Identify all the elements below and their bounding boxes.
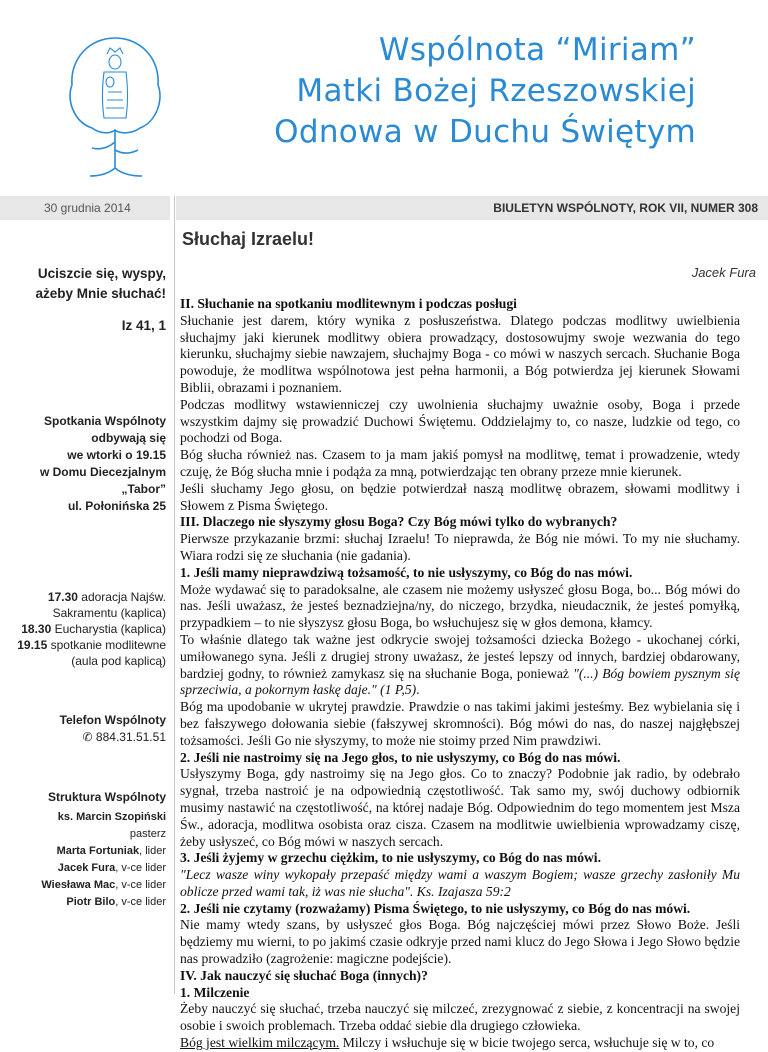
phone-line	[0, 729, 166, 746]
scripture-quote: "Lecz wasze winy wykopały przepaść między wami a waszym Bogiem; wasze grzechy zasłoniły Mu oblicze przed wami tak, iż was nie słucha". Ks. Izajasza 59:2	[180, 867, 740, 899]
paragraph-text: Milczy i wsłuchuje się w bicie twojego serca, wsłuchuje się w to, co	[339, 1035, 715, 1051]
member-role: , v-ce lider	[115, 879, 166, 891]
member-role: , lider	[139, 845, 166, 857]
masthead-line-2: Matki Bożej Rzeszowskiej	[296, 73, 696, 109]
paragraph: Bóg słucha również nas. Czasem to ja mam jakiś pomysł na modlitwę, temat i prowadzenie, wtedy czuję, że Bóg słucha mnie i podąża za mną, potwierdzając ten obrany przeze mnie kierunek.	[180, 447, 740, 479]
schedule-item	[0, 621, 166, 637]
member-name: Wiesława Mac	[41, 879, 116, 891]
paragraph: Pierwsze przykazanie brzmi: słuchaj Izraelu! To nieprawda, że Bóg nie mówi. To my nie słuchamy. Wiara rodzi się ze słuchania (nie gadania).	[180, 531, 740, 563]
masthead-line-3: Odnowa w Duchu Świętym	[274, 114, 696, 150]
member-entry	[0, 894, 166, 911]
meetings-line: „Tabor”	[121, 482, 166, 496]
paragraph-text: To właśnie dlatego tak ważne jest odkrycie swojej tożsamości dziecka Bożego - ukochanej córki, umiłowanego syna. Jeśli z drugiej strony uważasz, że jesteś lepszy od innych, bardziej obdarowany, bardziej godny, to również zamykasz się na słuchanie Boga, ponieważ	[180, 631, 740, 681]
article-body	[180, 296, 740, 1052]
motto-line: Uciszcie się, wyspy,	[37, 266, 166, 281]
member-entry	[0, 843, 166, 860]
motto-line: ażeby Mnie słuchać!	[35, 286, 166, 301]
meetings-line: Spotkania Wspólnoty	[43, 414, 166, 428]
schedule-time: 19.15	[17, 638, 48, 652]
member-name: Marta Fortuniak	[56, 845, 140, 857]
subsection-heading: 1. Jeśli mamy nieprawdziwą tożsamość, to nie usłyszymy, co Bóg do nas mówi.	[180, 564, 633, 580]
schedule-text: Eucharystia (kaplica)	[51, 622, 166, 636]
meetings-line: w Domu Diecezjalnym	[39, 465, 166, 479]
leader-role: pasterz	[129, 828, 166, 840]
motto-reference: Iz 41, 1	[121, 318, 166, 333]
subsection-heading: 2. Jeśli nie czytamy (rozważamy) Pisma Świętego, to nie usłyszymy, co Bóg do nas mówi.	[180, 900, 691, 916]
community-logo	[60, 30, 170, 180]
paragraph: Słuchanie jest darem, który wynika z posłuszeństwa. Dlatego podczas modlitwy uwielbienia słuchajmy jaki kierunek modlitwy obiera prowadzący, dostosowujmy swoje wezwania do tego kierunku, słuchajmy siebie nawzajem, słuchajmy Boga - co mówi w naszych sercach. Słuchanie Boga powoduje, że modlitwa wspólnotowa jest pełna harmonii, a Bóg potwierdza jej kierunek Słowami Biblii, obrazami i poznaniem.	[180, 312, 740, 395]
masthead	[274, 30, 696, 153]
member-role: , v-ce lider	[115, 896, 166, 908]
subsection-heading: 3. Jeśli żyjemy w grzechu ciężkim, to nie usłyszymy, co Bóg do nas mówi.	[180, 850, 601, 866]
paragraph: Usłyszymy Boga, gdy nastroimy się na Jego głos. Co to znaczy? Podobnie jak radio, by odebrało sygnał, trzeba nastroić je na odpowiednią częstotliwość. Tak samo my, swój duchowy odbiornik musimy nastawić na częstotliwość, na której nadaje Bóg. Odpowiednim do tego momentem jest Msza Św., adoracja, modlitwa osobista oraz cisza. Czasem na modlitwie uwielbienia wprowadzamy ciszę, żeby usłyszeć, co Bóg mówi w naszych sercach.	[180, 766, 740, 849]
member-role: , v-ce lider	[115, 862, 166, 874]
paragraph: Jeśli słuchamy Jego głosu, on będzie potwierdzał naszą modlitwę obrazem, słowami modlitwy i Słowem z Pisma Świętego.	[180, 480, 740, 513]
schedule-time: 17.30	[47, 590, 78, 604]
schedule-item	[0, 637, 166, 669]
issue-date: 30 grudnia 2014	[44, 201, 131, 215]
paragraph: Żeby nauczyć się słuchać, trzeba nauczyć się milczeć, zrezygnować z siebie, z koncentracji na swojej osobie i swoich problemach. Trzeba oddać siebie dla drugiego człowieka.	[180, 1001, 740, 1034]
column-divider	[174, 196, 175, 994]
meetings-line: we wtorki o 19.15	[67, 448, 166, 462]
section-heading: IV. Jak nauczyć się słuchać Boga (innych)?	[180, 967, 428, 983]
member-entry	[0, 877, 166, 894]
paragraph-text: .	[416, 682, 420, 698]
member-entry	[0, 860, 166, 877]
member-name: Piotr Bilo	[66, 896, 116, 908]
phone-number: 884.31.51.51	[95, 730, 166, 744]
masthead-line-1: Wspólnota “Miriam”	[378, 32, 696, 68]
scripture-quote: "(...) Bóg bowiem pysznym się sprzeciwia, a pokornym łaskę daje." (1 P,5)	[180, 665, 740, 698]
subsection-heading: 2. Jeśli nie nastroimy się na Jego głos, to nie usłyszymy, co Bóg do nas mówi.	[180, 749, 621, 765]
schedule-text: spotkanie modlitewne (aula pod kaplicą)	[47, 638, 166, 668]
phone-icon: ✆	[82, 730, 93, 744]
structure-info	[0, 789, 166, 911]
schedule-text: adoracja Najśw. Sakramentu (kaplica)	[52, 590, 166, 620]
paragraph: Podczas modlitwy wstawienniczej czy uwolnienia słuchajmy uważnie osoby, Boga i przede wszystkim dajmy się prowadzić Duchowi Świętemu. Oddzielajmy to, co nasze, ludzkie od tego, co pochodzi od Boga.	[180, 396, 740, 446]
section-heading: III. Dlaczego nie słyszymy głosu Boga? Czy Bóg mówi tylko do wybranych?	[180, 514, 618, 530]
meetings-line: odbywają się	[91, 431, 166, 445]
member-name: Jacek Fura	[57, 862, 116, 874]
phone-label: Telefon Wspólnoty	[59, 713, 166, 727]
underlined-text: Bóg jest wielkim milczącym.	[180, 1035, 340, 1051]
schedule	[0, 589, 166, 669]
meetings-line: ul. Połonińska 25	[67, 499, 166, 513]
subsection-heading: 1. Milczenie	[180, 984, 250, 1000]
phone-info	[0, 712, 166, 746]
leader-name: ks. Marcin Szopiński	[57, 811, 166, 823]
paragraph	[180, 632, 740, 699]
paragraph: Bóg ma upodobanie w ukrytej prawdzie. Prawdzie o nas takimi jakimi jesteśmy. Bez wybielania się i bez fałszywego dołowania siebie (fałszywej skromności). Bóg mówi do nas, do naszej najgłębszej tożsamości. Jeśli Go nie słyszymy, to może nie stoimy przed Nim prawdziwi.	[180, 699, 740, 748]
article-title: Słuchaj Izraelu!	[182, 229, 315, 249]
schedule-item	[0, 589, 166, 621]
structure-title: Struktura Wspólnoty	[47, 790, 166, 804]
paragraph: Może wydawać się to paradoksalne, ale czasem nie możemy usłyszeć głosu Boga, bo... Bóg mówi do nas. Jeśli uważasz, że jesteś beznadziejna/ny, do niczego, brzydka, nieudacznik, że jesteś pomyłką, przypadkiem – to nie słyszysz głosu Boga, bo wsłuchujesz się w głos demona, kłamcy.	[180, 581, 740, 631]
section-heading: II. Słuchanie na spotkaniu modlitewnym i podczas posługi	[180, 296, 517, 311]
paragraph	[180, 1035, 740, 1052]
meetings-info	[0, 413, 166, 515]
bulletin-info: BIULETYN WSPÓLNOTY, ROK VII, NUMER 308	[493, 201, 758, 215]
paragraph: Nie mamy wtedy szans, by usłyszeć głos Boga. Bóg najczęściej mówi przez Słowo Boże. Jeśli będziemy mu wierni, to po jakimś czasie odkryje przed nami klucz do Jego Słowa i Jego Słowo będzie nas prowadziło (zagrożenie: magiczne podejście).	[180, 917, 740, 967]
sidebar-motto	[0, 264, 166, 304]
article-author: Jacek Fura	[691, 265, 756, 280]
schedule-time: 18.30	[21, 622, 52, 636]
